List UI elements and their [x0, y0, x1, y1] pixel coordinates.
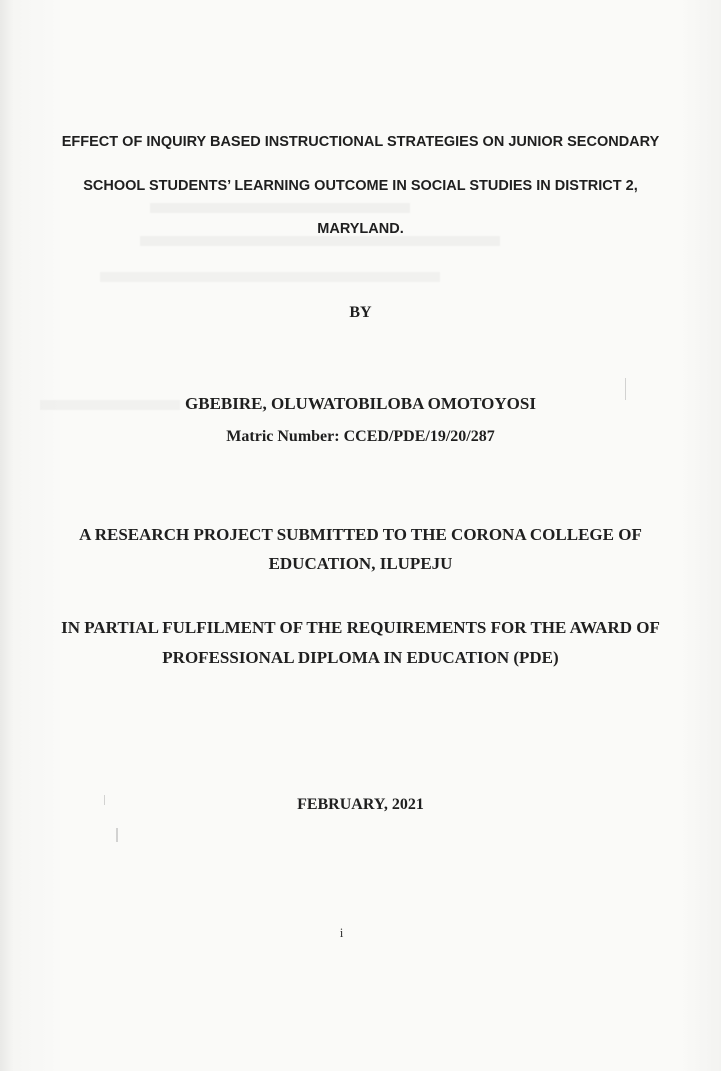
author-name: GBEBIRE, OLUWATOBILOBA OMOTOYOSI	[185, 394, 536, 413]
by-label: BY	[349, 304, 372, 321]
matric-number: Matric Number: CCED/PDE/19/20/287	[226, 428, 495, 445]
submission-line-1: A RESEARCH PROJECT SUBMITTED TO THE CORONA COLLEGE OF	[79, 525, 642, 544]
bleed-through-artifact	[140, 236, 500, 246]
submission-date: FEBRUARY, 2021	[297, 796, 424, 813]
fulfilment-line-1: IN PARTIAL FULFILMENT OF THE REQUIREMENTS FOR THE AWARD OF	[61, 618, 660, 637]
title-line-2: SCHOOL STUDENTS’ LEARNING OUTCOME IN SOCIAL STUDIES IN DISTRICT 2,	[83, 178, 638, 194]
title-line-3: MARYLAND.	[317, 221, 404, 237]
scan-speck	[116, 828, 118, 842]
bleed-through-artifact	[150, 203, 410, 213]
bleed-through-artifact	[100, 272, 440, 282]
title-line-1: EFFECT OF INQUIRY BASED INSTRUCTIONAL STRATEGIES ON JUNIOR SECONDARY	[61, 134, 660, 150]
page-number: i	[339, 925, 344, 940]
fulfilment-line-2: PROFESSIONAL DIPLOMA IN EDUCATION (PDE)	[162, 648, 559, 667]
submission-line-2: EDUCATION, ILUPEJU	[268, 554, 453, 573]
